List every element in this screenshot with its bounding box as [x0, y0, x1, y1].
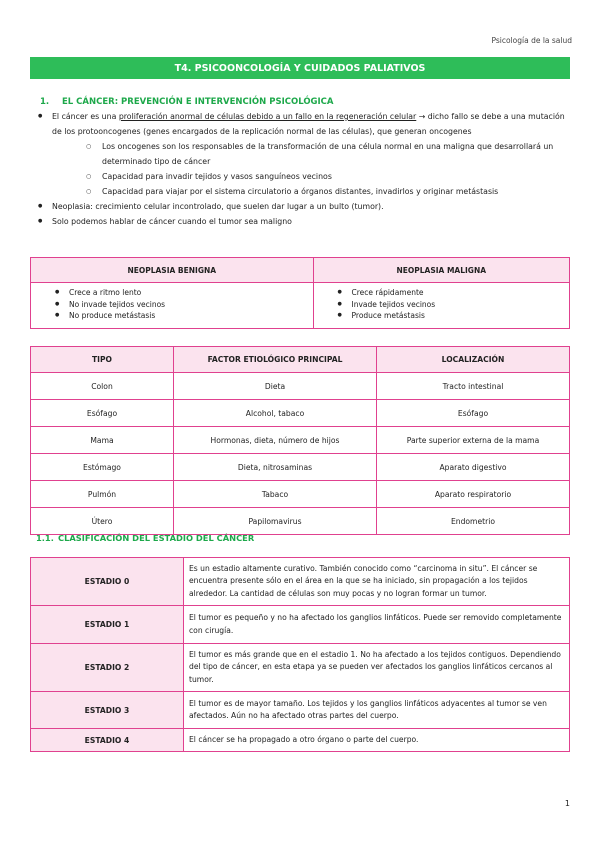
text: El cáncer es una	[52, 112, 119, 121]
intro-bullets	[36, 109, 571, 229]
section-title: EL CÁNCER: PREVENCIÓN E INTERVENCIÓN PSICOLÓGICA	[62, 97, 334, 107]
table-cell: Hormonas, dieta, número de hijos	[174, 427, 377, 454]
list-item: ● Crece rápidamente	[336, 287, 569, 299]
stage-name: ESTADIO 3	[31, 692, 184, 729]
table-row	[31, 606, 570, 644]
stage-description: El tumor es de mayor tamaño. Los tejidos y los ganglios linfáticos adyacentes al tumor se ven afectados. Aún no ha afectado otras partes del cuerpo.	[184, 692, 570, 729]
table-header: LOCALIZACIÓN	[377, 347, 570, 373]
underlined-text: proliferación anormal de células debido a un fallo en la regeneración celular	[118, 112, 417, 121]
stage-name: ESTADIO 1	[31, 606, 184, 644]
table-row	[31, 558, 570, 606]
table-cell: Tracto intestinal	[377, 373, 570, 400]
table-row	[31, 692, 570, 729]
table-cell: Esófago	[377, 400, 570, 427]
stage-description: El tumor es más grande que en el estadio 1. No ha afectado a los tejidos contiguos. Dependiendo del tipo de cáncer, en esta etapa ya se pueden ver afectados los ganglios linfáticos cercanos al tumor.	[184, 644, 570, 692]
table-header: TIPO	[31, 347, 174, 373]
list-item: ● No invade tejidos vecinos	[53, 299, 313, 311]
table-row	[31, 644, 570, 692]
table-row	[31, 373, 570, 400]
table-cell: Parte superior externa de la mama	[377, 427, 570, 454]
table-header: NEOPLASIA BENIGNA	[31, 258, 314, 283]
table-row	[31, 427, 570, 454]
table-cell: Endometrio	[377, 508, 570, 535]
list-item: ● Neoplasia: crecimiento celular incontrolado, que suelen dar lugar a un bulto (tumor).	[36, 199, 571, 214]
table-cell: Pulmón	[31, 481, 174, 508]
sub-list-item: ○ Capacidad para viajar por el sistema circulatorio a órganos distantes, invadirlos y originar metástasis	[36, 184, 571, 199]
maligna-cell	[313, 283, 569, 329]
stage-description: El cáncer se ha propagado a otro órgano o parte del cuerpo.	[184, 729, 570, 752]
subsection-heading	[36, 533, 254, 543]
stage-description: Es un estadio altamente curativo. También conocido como “carcinoma in situ”. El cáncer se encuentra presente sólo en el área en la que se ha iniciado, sin propagación a los tejidos alrededor. La cantidad de células son muy pocas y no logran formar un tumor.	[184, 558, 570, 606]
table-cell: Papilomavirus	[174, 508, 377, 535]
page-title: T4. PSICOONCOLOGÍA Y CUIDADOS PALIATIVOS	[30, 57, 570, 79]
text: → dicho fallo se debe a una mutación de los protooncogenes (genes encargados de la replicación normal de las células), que generan oncogenes	[52, 112, 565, 136]
table-cell: Colon	[31, 373, 174, 400]
cancer-types-table	[30, 346, 570, 535]
table-row	[31, 508, 570, 535]
stage-name: ESTADIO 4	[31, 729, 184, 752]
table-cell: Aparato respiratorio	[377, 481, 570, 508]
list-item: ● Produce metástasis	[336, 310, 569, 322]
section-number: 1.	[40, 97, 50, 107]
stage-name: ESTADIO 0	[31, 558, 184, 606]
table-cell: Estómago	[31, 454, 174, 481]
list-item: ● No produce metástasis	[53, 310, 313, 322]
page-number: 1	[564, 799, 570, 808]
stage-description: El tumor es pequeño y no ha afectado los ganglios linfáticos. Puede ser removido completamente con cirugía.	[184, 606, 570, 644]
list-item: ● Solo podemos hablar de cáncer cuando el tumor sea maligno	[36, 214, 571, 229]
table-cell: Mama	[31, 427, 174, 454]
list-item	[36, 109, 571, 139]
table-cell: Aparato digestivo	[377, 454, 570, 481]
table-cell: Alcohol, tabaco	[174, 400, 377, 427]
stage-name: ESTADIO 2	[31, 644, 184, 692]
table-cell: Tabaco	[174, 481, 377, 508]
table-row	[31, 729, 570, 752]
table-header: FACTOR ETIOLÓGICO PRINCIPAL	[174, 347, 377, 373]
benigna-cell	[31, 283, 314, 329]
subsection-number: 1.1.	[36, 533, 54, 543]
list-item: ● Invade tejidos vecinos	[336, 299, 569, 311]
stages-table	[30, 557, 570, 752]
list-item: ● Crece a ritmo lento	[53, 287, 313, 299]
table-row	[31, 400, 570, 427]
table-row	[31, 481, 570, 508]
section-heading	[40, 97, 334, 107]
running-header: Psicología de la salud	[491, 36, 572, 45]
sub-list-item: ○ Capacidad para invadir tejidos y vasos sanguíneos vecinos	[36, 169, 571, 184]
table-cell: Dieta, nitrosaminas	[174, 454, 377, 481]
table-row	[31, 454, 570, 481]
sub-list-item: ○ Los oncogenes son los responsables de la transformación de una célula normal en una maligna que desarrollará un determinado tipo de cáncer	[36, 139, 571, 169]
table-cell: Esófago	[31, 400, 174, 427]
table-header: NEOPLASIA MALIGNA	[313, 258, 569, 283]
table-cell: Dieta	[174, 373, 377, 400]
table-cell: Útero	[31, 508, 174, 535]
subsection-title: CLASIFICACIÓN DEL ESTADIO DEL CÁNCER	[58, 533, 255, 543]
neoplasia-table	[30, 257, 570, 329]
